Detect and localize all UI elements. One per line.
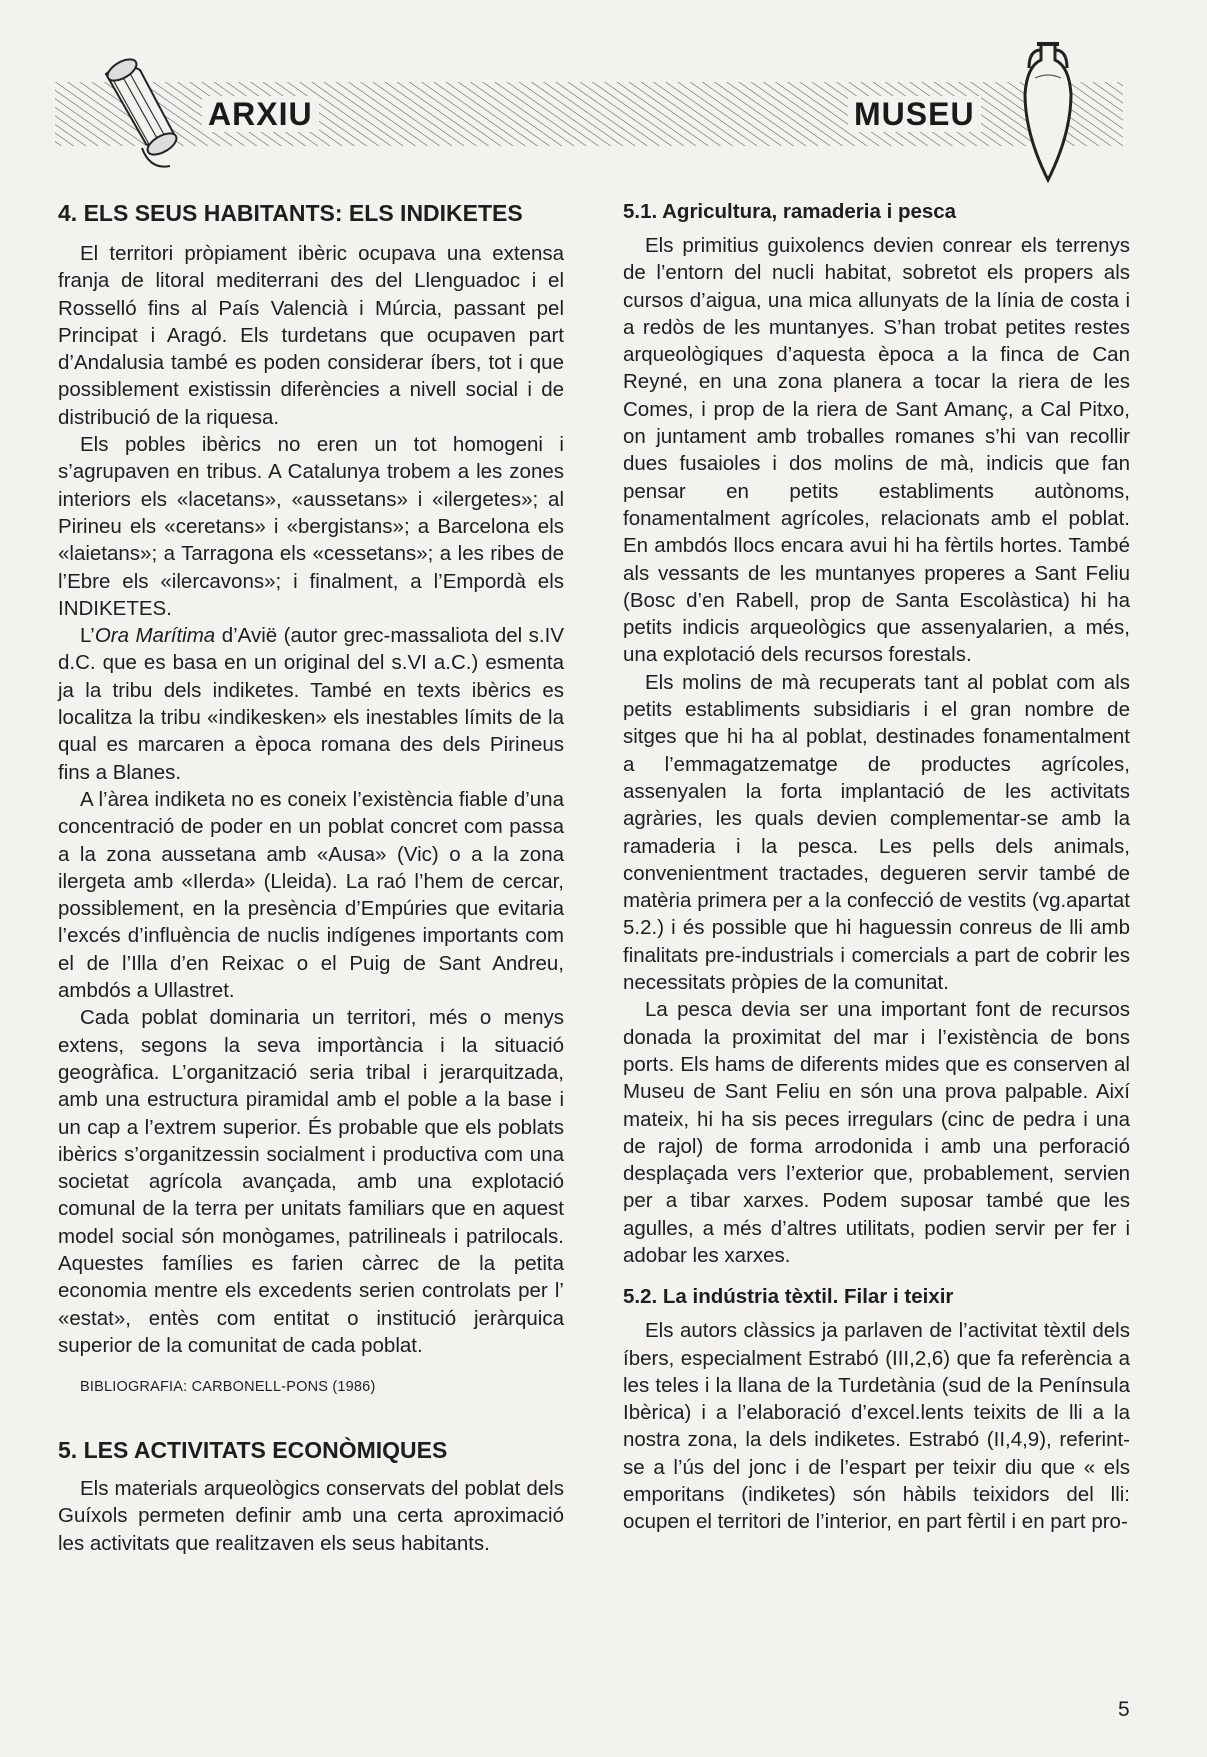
paragraph: Cada poblat dominaria un territori, més o menys extens, segons la seva importància i la situació geogràfica. L’organització seria tribal i jerarquitzada, amb una estructura piramidal amb el poble a la base i un cap a l’extrem superior. És probable que els poblats ibèrics s’organitzessin socialment i productiva com una societat agrícola avançada, amb una explotació comunal de la terra per unitats familiars que en aquest model social són monògames, patrilineals i patrilocals. Aquestes famílies es farien càrrec de la petita economia mentre els excedents serien controlats per l’ «estat», entès com entitat o institució jeràrquica superior de la comunitat de cada poblat. xyxy=(58,1006,564,1357)
paragraph: Els primitius guixolencs devien conrear els terrenys de l’entorn del nucli habitat, sobretot els propers als cursos d’aigua, una mica allunyats de la línia de costa i a redòs de les muntanyes. S’han trobat petites restes arqueològiques d’aquesta època a la finca de Can Reyné, en una zona planera a tocar la riera de les Comes, i prop de la riera de Sant Amanç, a Cal Pitxo, on juntament amb troballes romanes s’hi van recollir dues fusaioles i dos molins de mà, indicis que fan pensar en petits establiments autònoms, fonamentalment agrícoles, relacionats amb el poblat. En ambdós llocs encara avui hi ha fèrtils hortes. També als vessants de les muntanyes properes a Sant Feliu (Bosc d’en Rabell, prop de Santa Escolàstica) hi ha petits indicis arqueològics que assenyalarien, a més, una explotació dels recursos forestals. xyxy=(623,234,1130,667)
italic-title: Ora Marítima xyxy=(94,624,216,648)
paragraph: Els materials arqueològics conservats del poblat dels Guíxols permeten definir amb una certa aproximació les activitats que realitzaven els seus habitants. xyxy=(58,1477,564,1555)
paragraph: Els molins de mà recuperats tant al poblat com als petits establiments subsidiaris i el gran nombre de sitges que hi ha al poblat, destinades fonamentalment a l’emmagatzematge de productes agrícoles, assenyalen la forta implantació de les activitats agràries, les quals devien complementar-se amb la ramaderia i la pesca. Les pells dels animals, convenientment tractades, degueren servir també de matèria primera per a la confecció de vestits (vg.apartat 5.2.) i és possible que hi haguessin conreus de lli amb finalitats pre-industrials i comercials a part de cobrir les necessitats pròpies de la comunitat. xyxy=(623,670,1130,995)
bibliography-note: BIBLIOGRAFIA: CARBONELL-PONS (1986) xyxy=(80,1379,376,1396)
paragraph: Els autors clàssics ja parlaven de l’activitat tèxtil dels íbers, especialment Estrabó (III,2,6) que fa referència a les teles i la llana de la Turdetània (sud de la Península Ibèrica) i a l’elaboració d’excel.lents teixits de lli a la nostra zona, la dels indiketes. Estrabó (II,4,9), referint-se a l’ús del jonc i de l’espart per teixir diu que « els emporitans (indiketes) són hàbils teixidors del lli: ocupen el territori de l’interior, en part fèrtil i en part pro- xyxy=(623,1319,1130,1534)
text-fragment: L’ xyxy=(80,624,95,648)
header-museu: MUSEU xyxy=(848,96,981,132)
paragraph-ora-maritima xyxy=(58,622,564,786)
paragraph: El territori pròpiament ibèric ocupava una extensa franja de litoral mediterrani des del Llenguadoc i el Rosselló fins al País Valencià i Múrcia, passant pel Principat i Aragó. Els turdetans que ocupaven part d’Andalusia també es poden considerar íbers, tot i que possiblement existissin diferències a nivell social i de distribució de la riquesa. xyxy=(58,242,564,429)
amphora-icon xyxy=(1015,38,1081,186)
right-column xyxy=(623,198,1130,1536)
section-4-heading: 4. ELS SEUS HABITANTS: ELS INDIKETES xyxy=(58,200,523,226)
paragraph: A l’àrea indiketa no es coneix l’existència fiable d’una concentració de poder en un poblat concret com passa a la zona aussetana amb «Ausa» (Vic) o a la zona ilergeta amb «Ilerda» (Lleida). La raó l’hem de cercar, possiblement, en la presència d’Empúries que evitaria l’excés d’influència de nuclis indígenes importants com el de l’Illa d’en Reixac o el Puig de Sant Andreu, ambdós a Ullastret. xyxy=(58,787,564,1003)
section-5-heading: 5. LES ACTIVITATS ECONÒMIQUES xyxy=(58,1437,448,1464)
text-fragment: d’Avië (autor grec-massaliota del s.IV d.C. que es basa en un original del s.VI a.C.) esmenta ja la tribu dels indiketes. També en texts ibèrics es localitza la tribu «indikesken» els inestables límits de la qual es marcaren a època romana des dels Pirineus fins a Blanes. xyxy=(58,624,564,784)
subsection-5-2-heading: 5.2. La indústria tèxtil. Filar i teixir xyxy=(623,1285,954,1309)
paragraph: La pesca devia ser una important font de recursos donada la proximitat del mar i l’existència de bons ports. Els hams de diferents mides que es conserven al Museu de Sant Feliu en són una prova palpable. Així mateix, hi ha sis peces irregulars (cinc de pedra i una de rajol) de forma arrodonida i amb una perforació desplaçada vers l’exterior que, probablement, servien per a tibar xarxes. Podem suposar també que les agulles, a més d’altres utilitats, podien servir per fer i adobar les xarxes. xyxy=(623,998,1130,1267)
page-number: 5 xyxy=(1118,1698,1130,1721)
left-column xyxy=(58,198,564,1557)
header-arxiu: ARXIU xyxy=(202,96,319,132)
scroll-icon xyxy=(92,52,184,180)
paragraph: Els pobles ibèrics no eren un tot homogeni i s’agrupaven en tribus. A Catalunya trobem a les zones interiors els «lacetans», «aussetans» i «ilergetes»; al Pirineu els «ceretans» i «bergistans»; a Barcelona els «laietans»; a Tarragona els «cessetans»; a les ribes de l’Ebre els «ilercavons»; i finalment, a l’Empordà els INDIKETES. xyxy=(58,433,564,620)
subsection-5-1-heading: 5.1. Agricultura, ramaderia i pesca xyxy=(623,200,957,223)
